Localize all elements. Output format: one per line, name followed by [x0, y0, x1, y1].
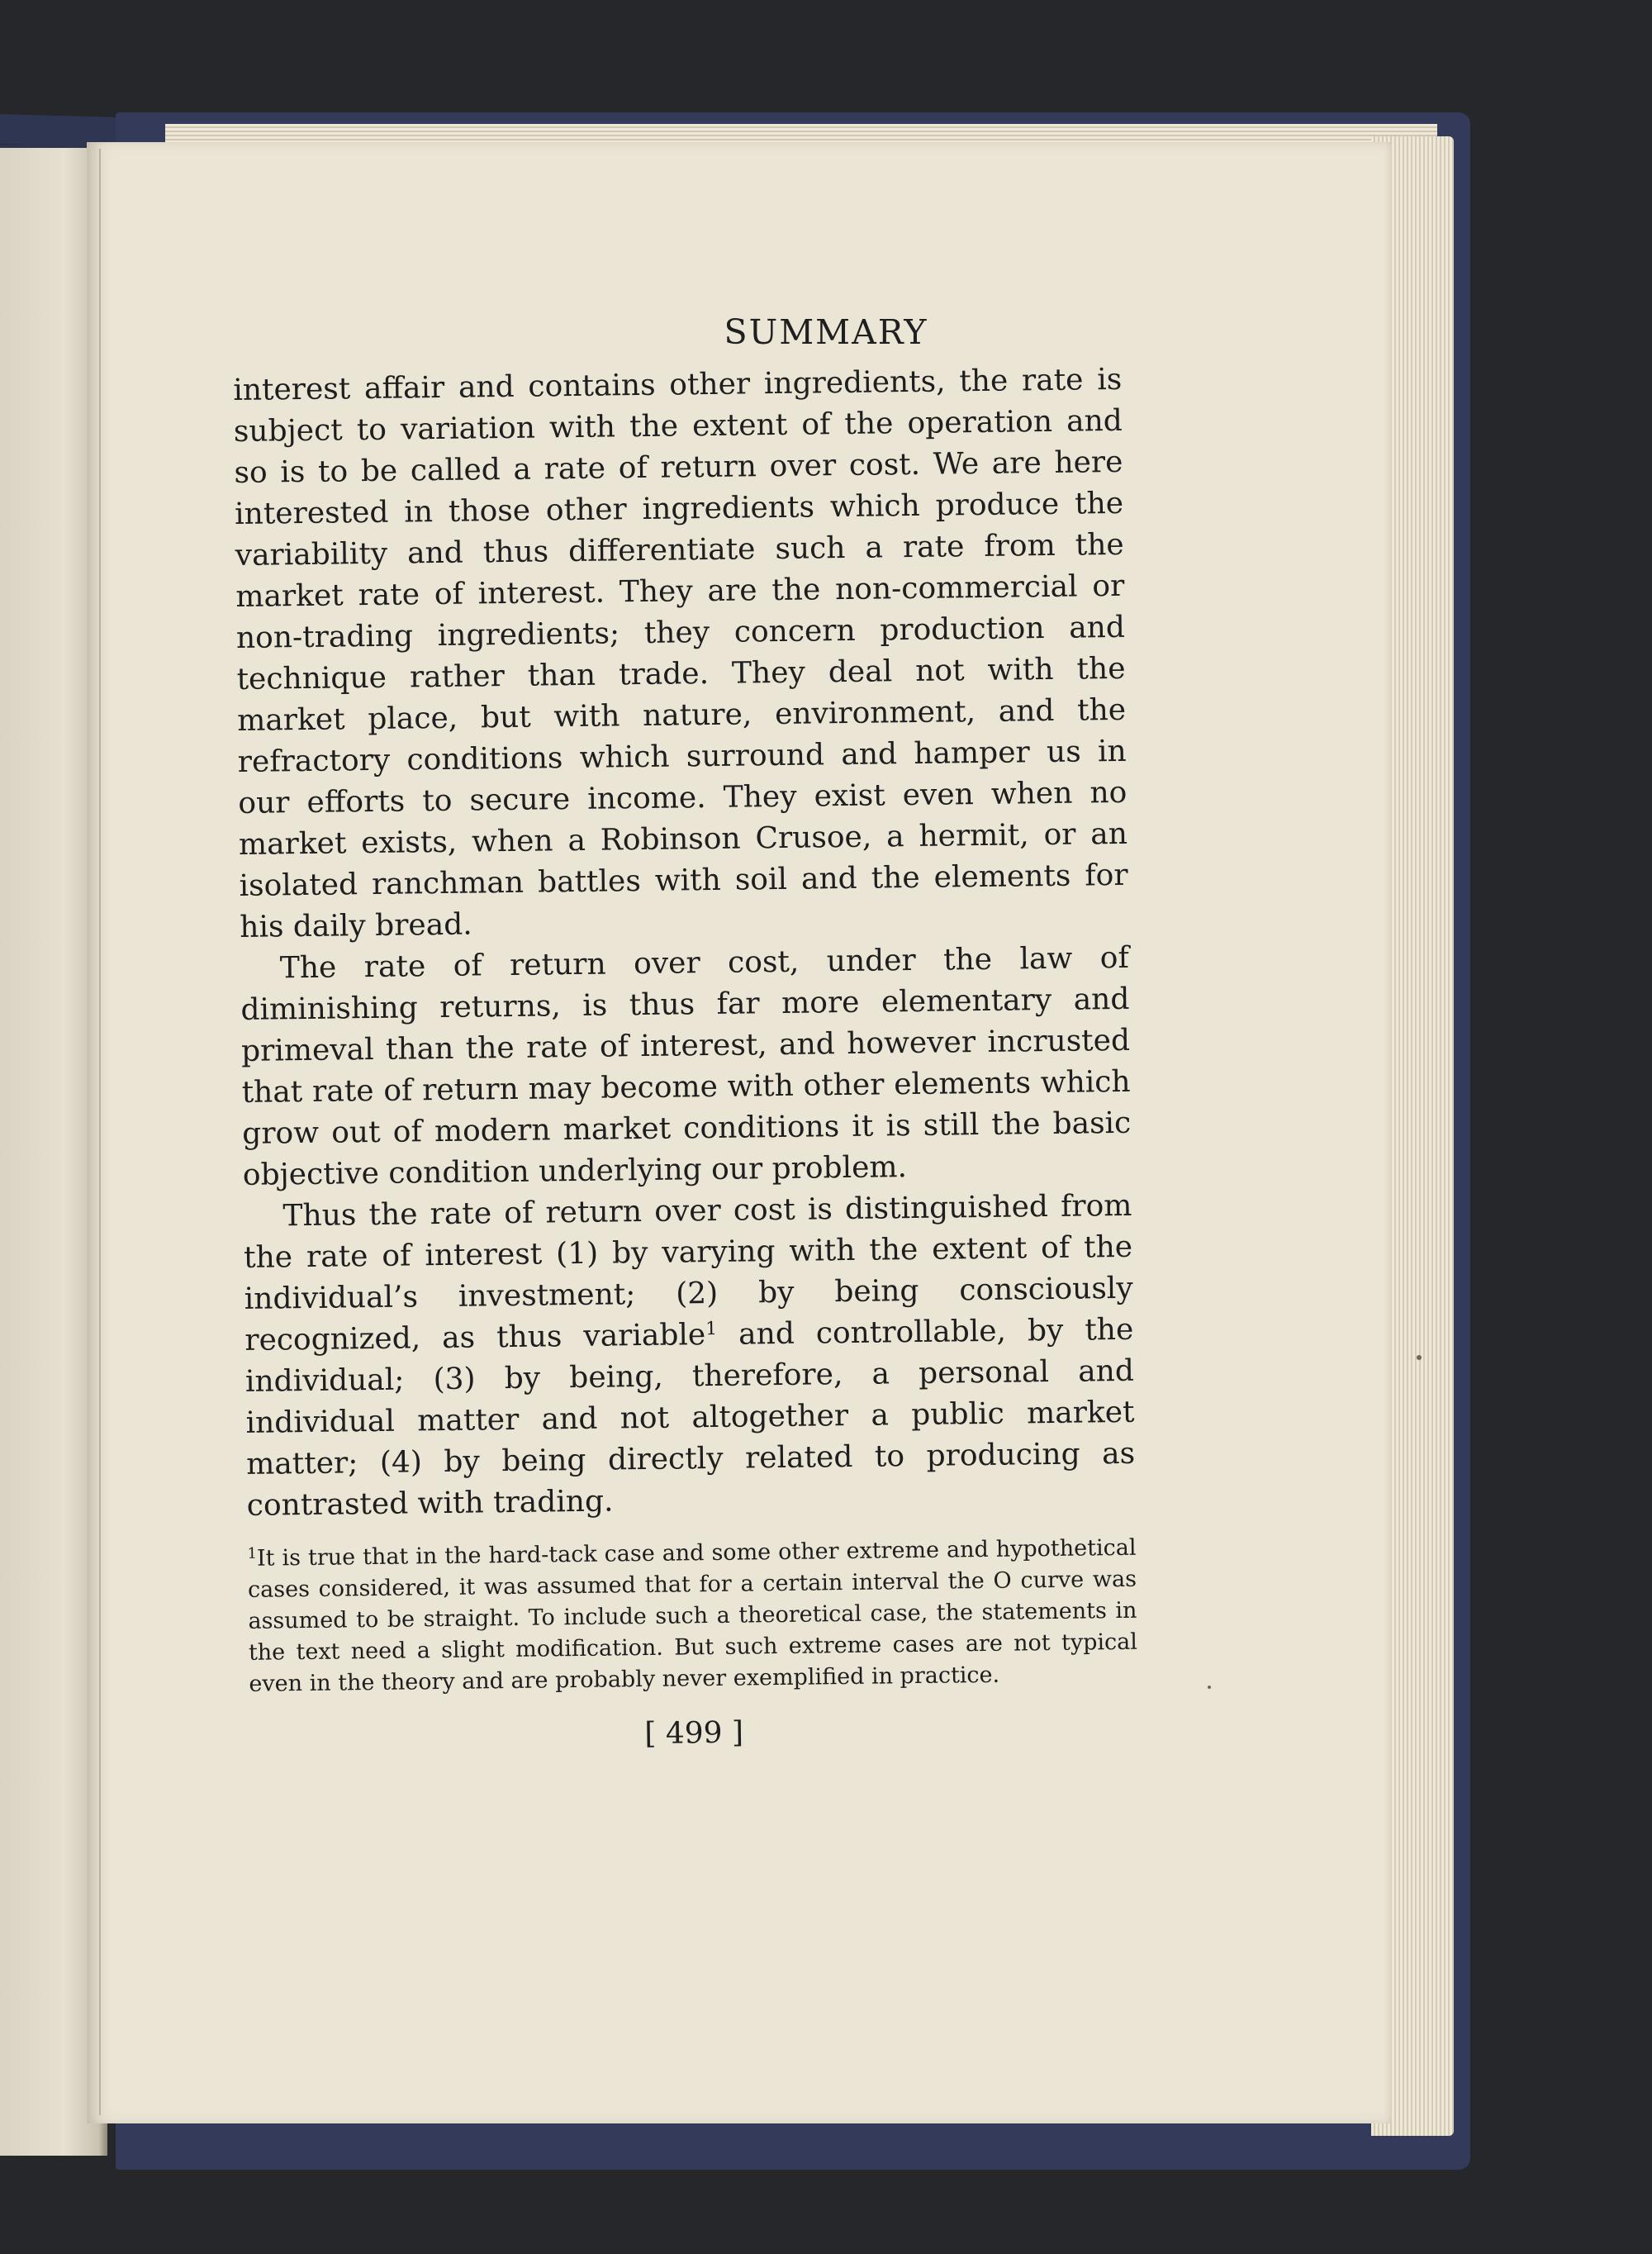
footnote-marker: 1: [247, 1544, 258, 1562]
running-head: SUMMARY: [724, 312, 928, 352]
paragraph-1: interest affair and contains other ingredients, the rate is subject to variation with the extent of the operation and so is to be called a rate of return over cost. We are here interested in those other ingredients which produce the variability and thus differentiate such a rate from the market rate of interest. They are the non-commercial or non-trading ingredients; they concern production and technique rather than trade. They deal not with the market place, but with nature, environment, and the refractory conditions which surround and hamper us in our efforts to secure income. They exist even when no market exists, when a Robinson Crusoe, a hermit, or an isolated ranchman battles with soil and the elements for his daily bread.: [233, 362, 1128, 944]
footnote: [247, 1533, 1137, 1700]
footnote-text: It is true that in the hard-tack case and some other extreme and hypothetical cases considered, it was assumed that for a certain interval the O curve was assumed to be straight. To include such a theoretical case, the statements in the text need a slight modification. But such extreme cases are not typical even in the theory and are probably never exemplified in practice.: [247, 1534, 1138, 1697]
paper-speck: [1208, 1686, 1211, 1689]
page-body: [233, 359, 1138, 1760]
footnote-reference: 1: [705, 1318, 718, 1340]
page-number: [ 499 ]: [644, 1715, 744, 1752]
paragraph-3-text-a: Thus the rate of return over cost is distinguished from the rate of interest (1) by varying with the extent of the individual’s investment; (2) by being consciously recognized, as thus variable: [243, 1188, 1133, 1358]
paragraph-2: The rate of return over cost, under the law of diminishing returns, is thus far more elementary and primeval than the rate of interest, and however incrusted that rate of return may become with other elements which grow out of modern market conditions it is still the basic objective condition underlying our problem.: [240, 940, 1132, 1192]
paragraph-3: [243, 1186, 1136, 1527]
gutter-line: [99, 149, 101, 2115]
page-edges-top: [165, 124, 1437, 142]
paragraph-3-text-b: and controllable, by the individual; (3) by being, therefore, a personal and individual matter and not altogether a public market matter; (4) by being directly related to producing as contrasted with trading.: [244, 1312, 1136, 1523]
paper-speck: [1417, 1355, 1422, 1360]
